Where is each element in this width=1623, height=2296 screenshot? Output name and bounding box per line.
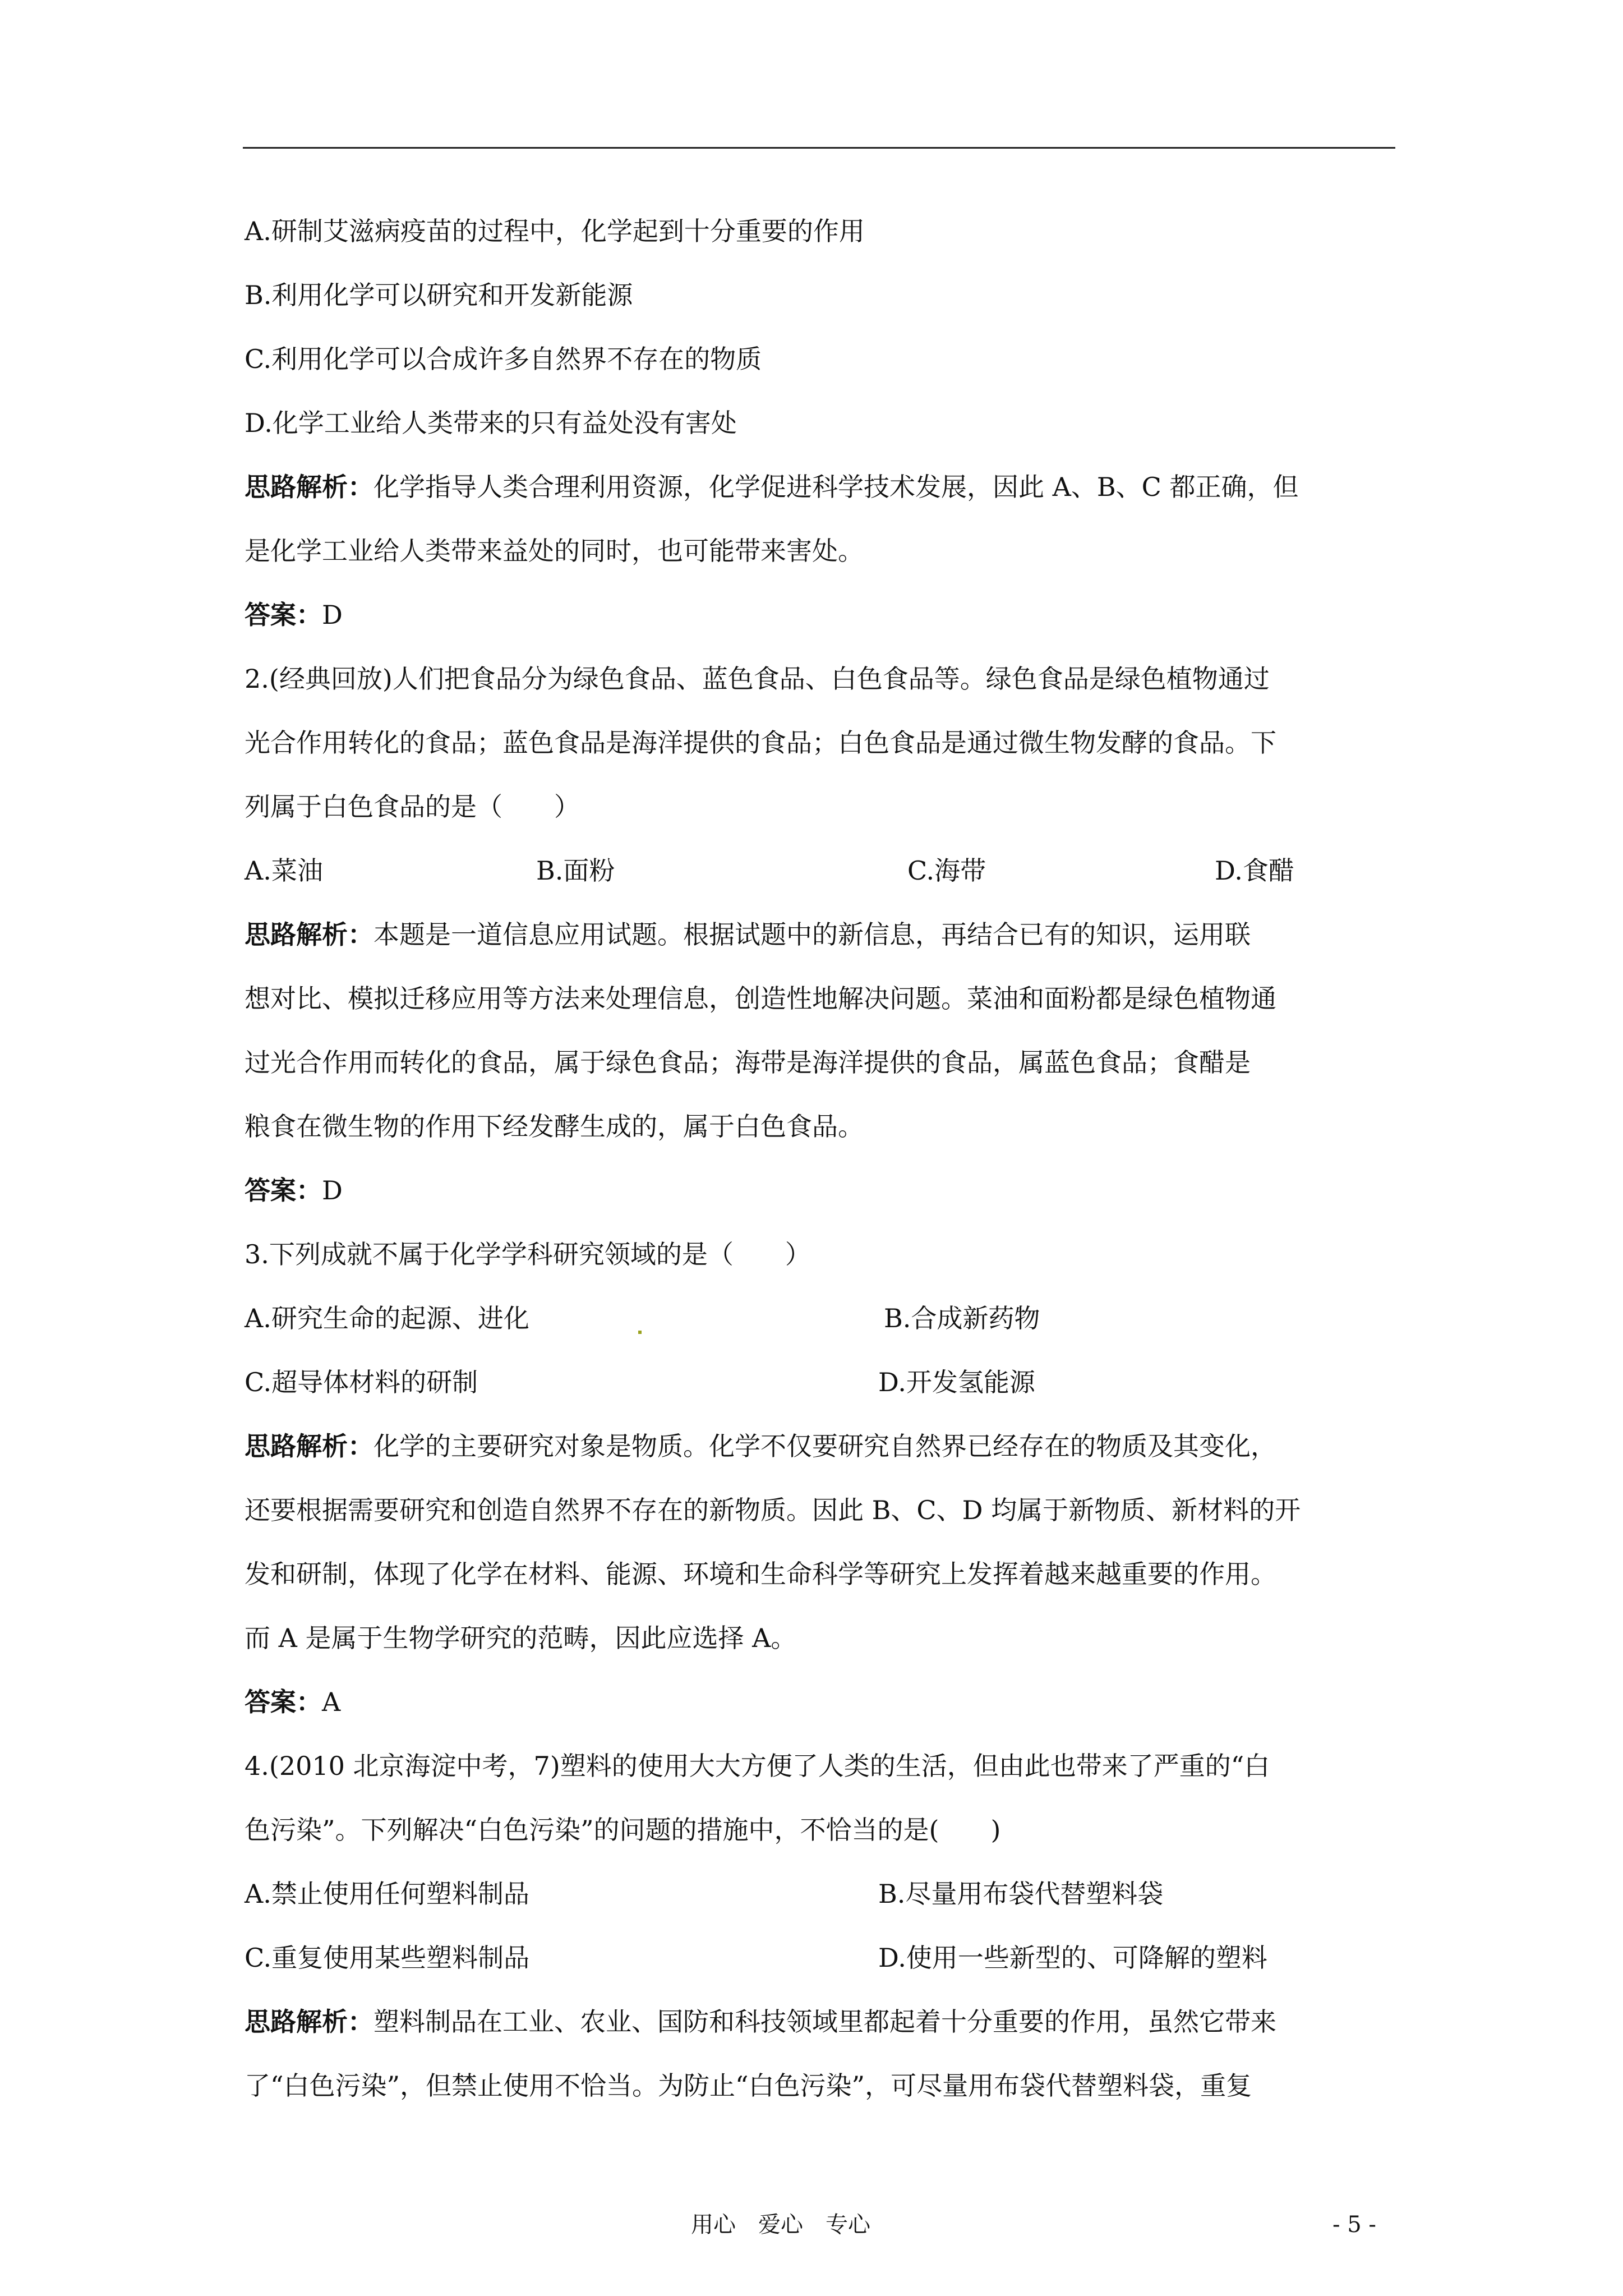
q3-option-d: D.开发氢能源 — [878, 1367, 1035, 1397]
q2-stem-2: 光合作用转化的食品；蓝色食品是海洋提供的食品；白色食品是通过微生物发酵的食品。下 — [245, 728, 1276, 758]
q1-option-a: A.研制艾滋病疫苗的过程中，化学起到十分重要的作用 — [245, 216, 865, 246]
q3-option-c: C.超导体材料的研制 — [245, 1367, 478, 1397]
q2-stem-1: 2.(经典回放)人们把食品分为绿色食品、蓝色食品、白色食品等。绿色食品是绿色植物通过 — [245, 664, 1270, 694]
q2-stem-3: 列属于白色食品的是（ ） — [245, 792, 580, 822]
q2-option-c: C.海带 — [907, 855, 986, 886]
page-number: - 5 - — [1332, 2212, 1376, 2238]
q3-analysis-cont-3: 而 A 是属于生物学研究的范畴，因此应选择 A。 — [245, 1623, 797, 1653]
q3-option-a: A.研究生命的起源、进化 — [245, 1303, 529, 1333]
q4-option-a: A.禁止使用任何塑料制品 — [245, 1879, 529, 1909]
q3-stem: 3.下列成就不属于化学学科研究领域的是（ ） — [245, 1239, 811, 1269]
footer-slogan: 用心 爱心 专心 — [691, 2212, 870, 2238]
q2-analysis-cont-2: 过光合作用而转化的食品，属于绿色食品；海带是海洋提供的食品，属蓝色食品；食醋是 — [245, 1047, 1251, 1078]
q1-analysis-cont: 是化学工业给人类带来益处的同时，也可能带来害处。 — [245, 536, 864, 566]
q2-answer — [245, 1174, 343, 1207]
analysis-text: 塑料制品在工业、农业、国防和科技领域里都起着十分重要的作用，虽然它带来 — [374, 2007, 1276, 2037]
analysis-label: 思路解析： — [245, 919, 374, 950]
q3-analysis — [245, 1429, 1276, 1463]
stray-mark — [638, 1331, 642, 1334]
q3-options-row-2 — [245, 1365, 1394, 1399]
answer-label: 答案： — [245, 1687, 322, 1717]
q1-option-b: B.利用化学可以研究和开发新能源 — [245, 280, 633, 310]
q4-options-row-1 — [245, 1877, 1394, 1911]
analysis-label: 思路解析： — [245, 472, 374, 502]
q1-option-c: C.利用化学可以合成许多自然界不存在的物质 — [245, 344, 762, 374]
q4-analysis — [245, 2005, 1276, 2039]
q2-option-b: B.面粉 — [536, 855, 615, 886]
answer-label: 答案： — [245, 1175, 322, 1205]
answer-value: A — [322, 1687, 341, 1717]
answer-value: D — [322, 600, 343, 630]
q2-analysis — [245, 918, 1251, 951]
analysis-text: 本题是一道信息应用试题。根据试题中的新信息，再结合已有的知识，运用联 — [374, 919, 1251, 950]
analysis-label: 思路解析： — [245, 1431, 374, 1461]
q3-answer — [245, 1685, 340, 1719]
q1-option-d: D.化学工业给人类带来的只有益处没有害处 — [245, 408, 737, 438]
answer-label: 答案： — [245, 600, 322, 630]
q4-option-c: C.重复使用某些塑料制品 — [245, 1943, 530, 1973]
q2-analysis-cont-1: 想对比、模拟迁移应用等方法来处理信息，创造性地解决问题。菜油和面粉都是绿色植物通 — [245, 983, 1276, 1014]
q2-options — [245, 854, 1394, 887]
analysis-text: 化学的主要研究对象是物质。化学不仅要研究自然界已经存在的物质及其变化， — [374, 1431, 1276, 1461]
q1-answer — [245, 598, 343, 632]
q4-stem-2: 色污染”。下列解决“白色污染”的问题的措施中，不恰当的是( ) — [245, 1815, 1001, 1845]
q4-options-row-2 — [245, 1941, 1394, 1975]
q3-analysis-cont-1: 还要根据需要研究和创造自然界不存在的新物质。因此 B、C、D 均属于新物质、新材料的开 — [245, 1495, 1301, 1525]
q2-analysis-cont-3: 粮食在微生物的作用下经发酵生成的，属于白色食品。 — [245, 1111, 864, 1142]
q2-option-a: A.菜油 — [245, 855, 323, 886]
q4-option-d: D.使用一些新型的、可降解的塑料 — [878, 1943, 1267, 1973]
q2-option-d: D.食醋 — [1215, 855, 1294, 886]
analysis-text: 化学指导人类合理利用资源，化学促进科学技术发展，因此 A、B、C 都正确，但 — [374, 472, 1299, 502]
q1-analysis — [245, 470, 1298, 504]
answer-value: D — [322, 1175, 343, 1205]
q3-analysis-cont-2: 发和研制，体现了化学在材料、能源、环境和生命科学等研究上发挥着越来越重要的作用。 — [245, 1559, 1276, 1589]
q4-stem-1: 4.(2010 北京海淀中考，7)塑料的使用大大方便了人类的生活，但由此也带来了严重的“白 — [245, 1751, 1270, 1781]
q3-option-b: B.合成新药物 — [884, 1303, 1040, 1333]
q4-option-b: B.尽量用布袋代替塑料袋 — [878, 1879, 1164, 1909]
header-rule — [243, 147, 1395, 149]
q3-options-row-1 — [245, 1301, 1394, 1335]
analysis-label: 思路解析： — [245, 2007, 374, 2037]
q4-analysis-cont: 了“白色污染”，但禁止使用不恰当。为防止“白色污染”，可尽量用布袋代替塑料袋，重复 — [245, 2070, 1252, 2101]
